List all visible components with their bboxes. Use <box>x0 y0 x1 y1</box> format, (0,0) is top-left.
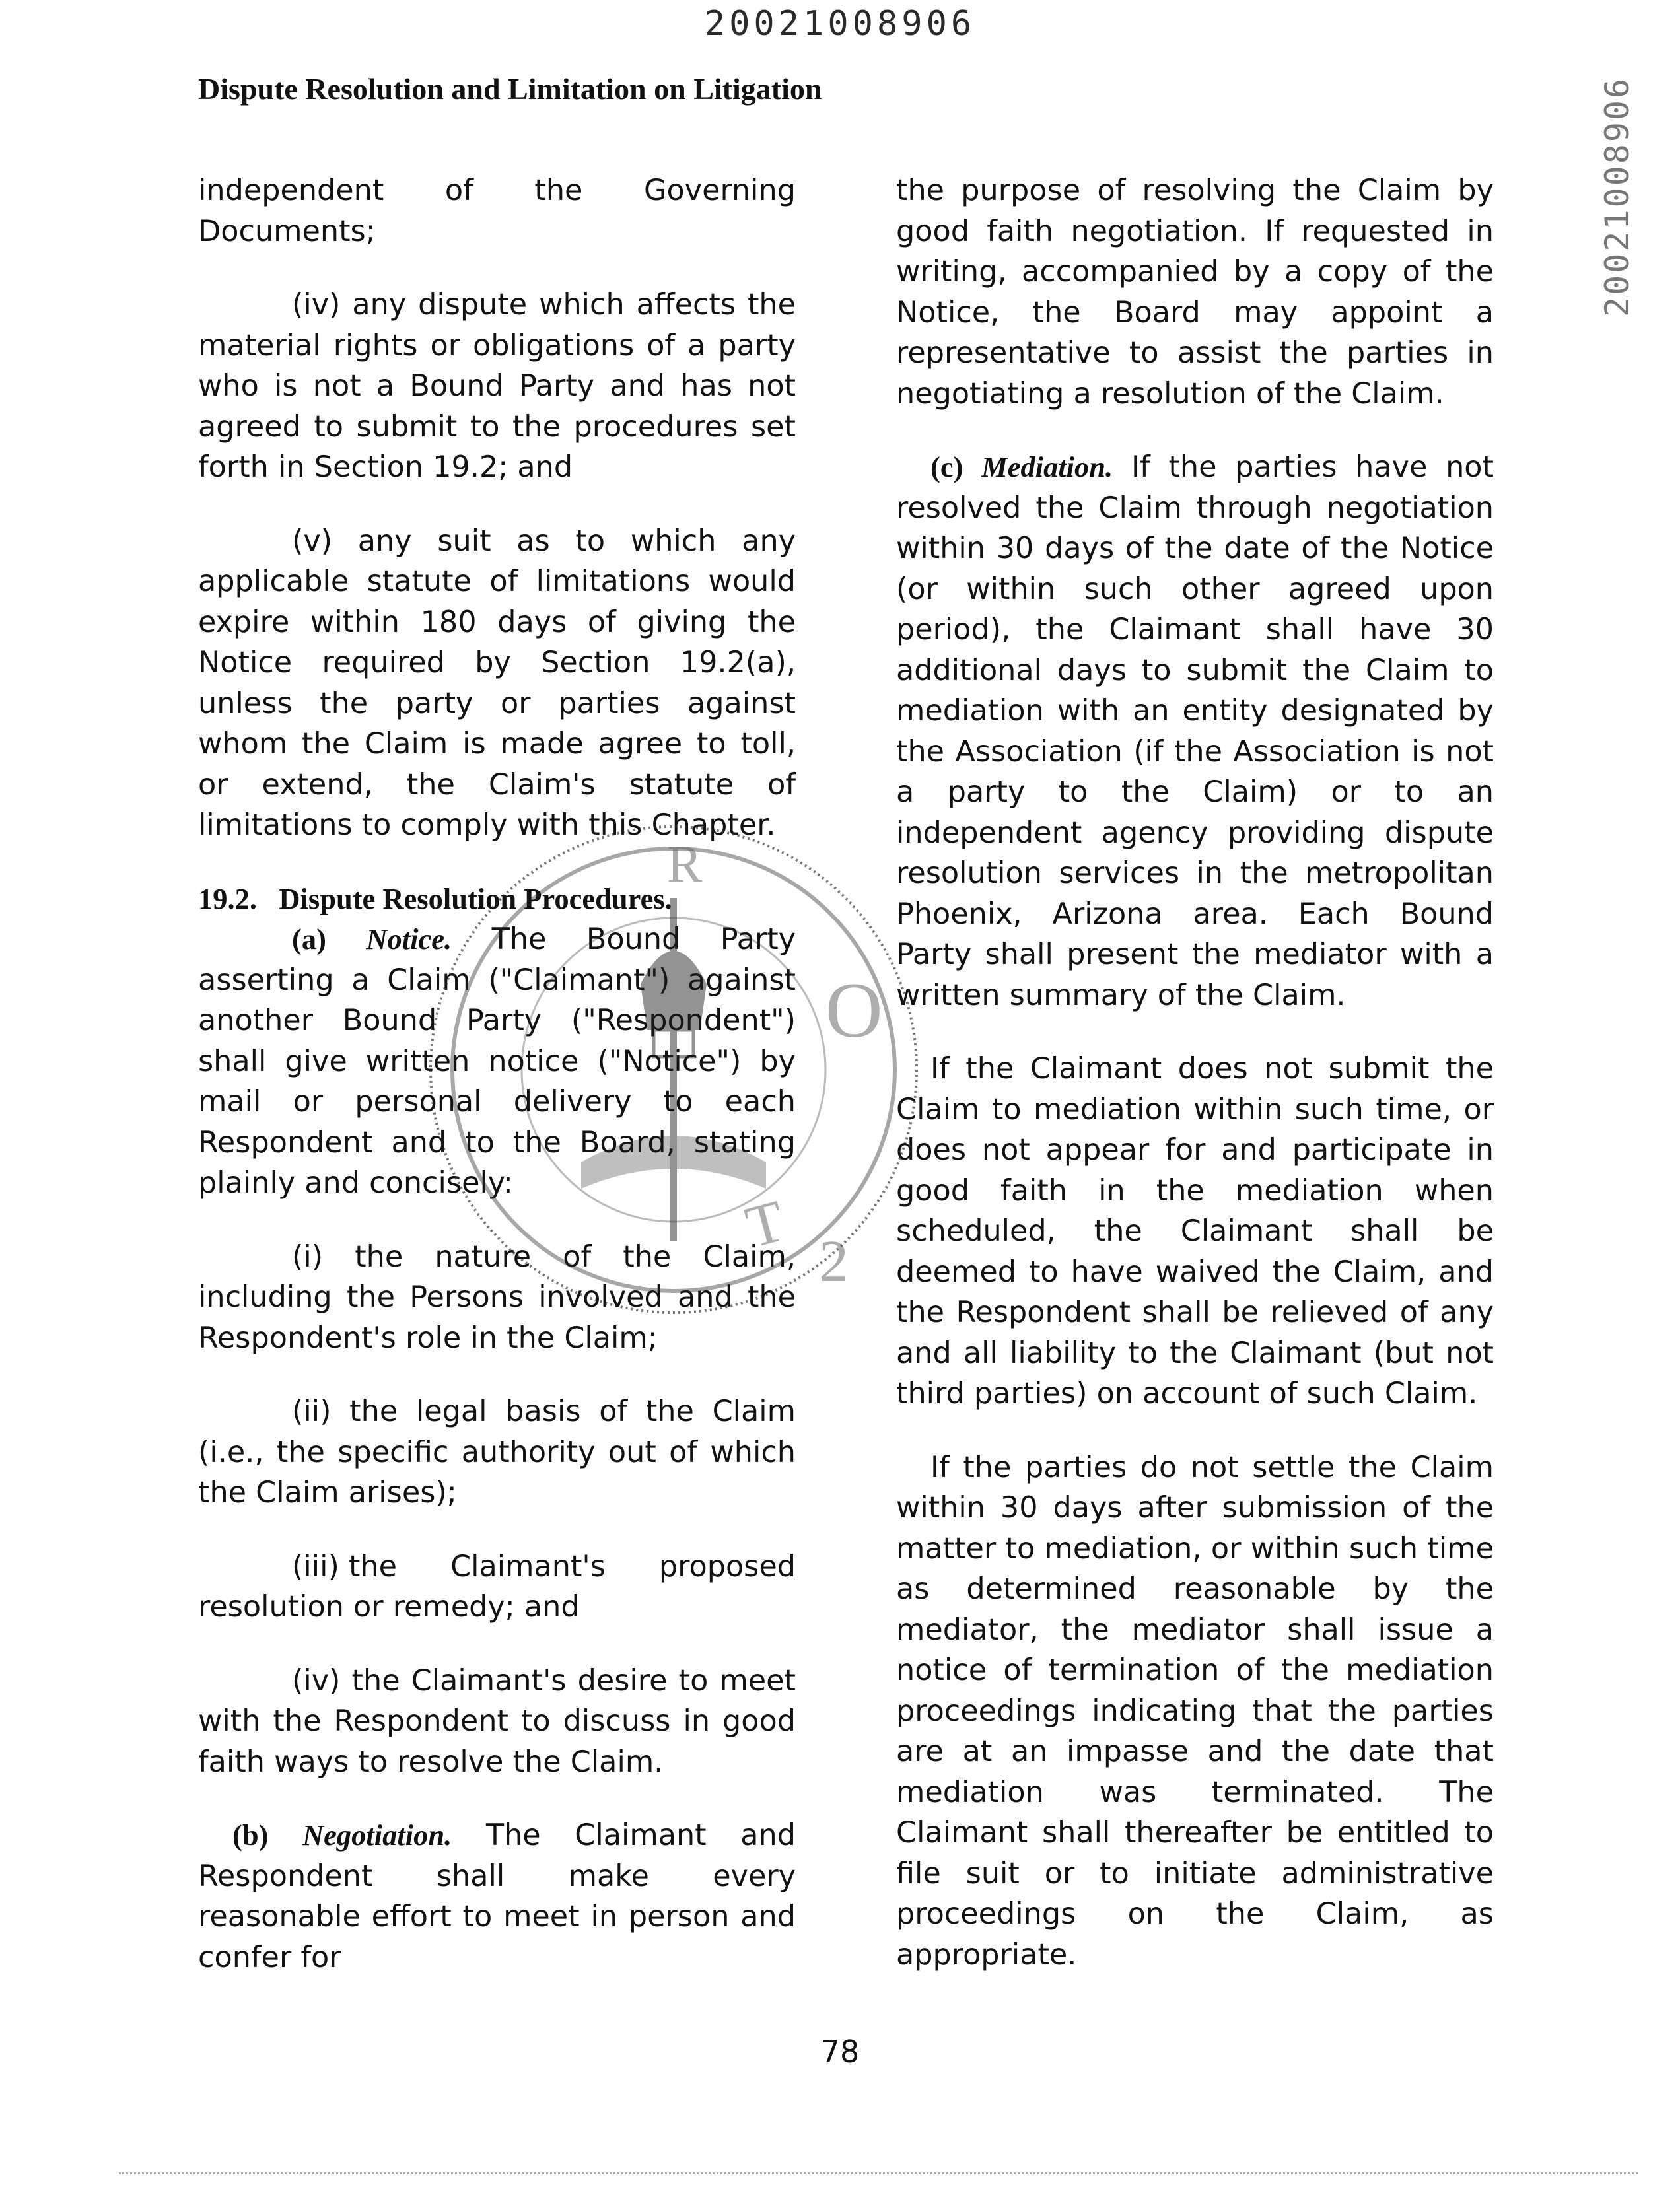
section-heading: 19.2. Dispute Resolution Procedures. <box>198 882 672 915</box>
word: independent <box>198 174 384 207</box>
left-column <box>198 170 796 1978</box>
right-paragraph-waiver: If the Claimant does not submit the Claim to mediation within such time, or does not appear for and participate in good faith in the mediation when scheduled, the Claimant shall be deemed to have waived the Claim, and the Respondent shall be relieved of any and all liability to the Claimant (but not third parties) on account of such Claim. <box>896 1052 1494 1410</box>
seal-letter: 2 <box>819 1229 849 1294</box>
word: Governing <box>644 174 796 207</box>
line-continuation: Documents; <box>198 214 376 248</box>
notice-paragraph <box>198 919 796 1204</box>
left-paragraph-item-v-suit: (v) any suit as to which any applicable statute of limitations would expire within 180 days of giving the Notice required by Section 19.2(a), unless the party or parties against whom the Claim is made agree to toll, or extend, the Claim's statute of limitations to comply with this Chapter. <box>198 524 796 842</box>
page-number: 78 <box>820 2034 860 2069</box>
mediation-label: (c) <box>930 450 963 483</box>
mediation-text: If the parties have not resolved the Claim through negotiation within 30 days of the date of the Notice (or within such other agreed upon period), the Claimant shall have 30 additional days to submit the Claim to mediation with an entity designated by the Association (if the Association is not a party to the Claim) or to an independent agency providing dispute resolution services in the metropolitan Phoenix, Arizona area. Each Bound Party shall present the mediator with a written summary of the Claim. <box>896 450 1494 1012</box>
word: (iii) the <box>292 1549 397 1583</box>
scan-edge-marks <box>119 2172 1638 2177</box>
seal-letter: O <box>825 966 883 1054</box>
word: proposed <box>658 1549 796 1583</box>
notice-item-ii: (ii) the legal basis of the Claim (i.e., the specific authority out of which the Claim arises); <box>198 1395 796 1510</box>
mediation-title: Mediation. <box>981 450 1113 483</box>
negotiation-text: The Claimant and Respondent shall make every reasonable effort to meet in person and confer for <box>198 1819 796 1974</box>
line-continuation: resolution or remedy; and <box>198 1590 580 1624</box>
notice-item-iii <box>198 1546 796 1628</box>
negotiation-title: Negotiation. <box>302 1819 452 1852</box>
left-paragraph-1 <box>198 170 796 252</box>
page-header-title: Dispute Resolution and Limitation on Litigation <box>198 72 822 106</box>
word: the <box>534 174 583 207</box>
notice-title: Notice. <box>366 922 452 955</box>
notice-text: The Bound Party asserting a Claim ("Claimant") against another Bound Party ("Respondent") shall give written notice ("Notice") by mail or personal delivery to each Respondent and to the Board, stating plainly and concisely: <box>198 922 796 1200</box>
mediation-paragraph <box>896 447 1494 1016</box>
notice-label: (a) <box>292 922 326 955</box>
right-column <box>896 170 1494 1975</box>
left-paragraph-item-iv-dispute: (iv) any dispute which affects the material rights or obligations of a party who is not a Bound Party and has not agreed to submit to the procedures set forth in Section 19.2; and <box>198 288 796 484</box>
negotiation-label: (b) <box>232 1819 269 1852</box>
notice-item-i: (i) the nature of the Claim, including the Persons involved and the Respondent's role in the Claim; <box>198 1239 796 1355</box>
word: of <box>444 174 473 207</box>
document-number: 20021008906 <box>704 4 976 44</box>
notice-item-iv: (iv) the Claimant's desire to meet with the Respondent to discuss in good faith ways to resolve the Claim. <box>198 1663 796 1779</box>
seal-letter: T <box>739 1188 792 1261</box>
right-paragraph-termination: If the parties do not settle the Claim within 30 days after submission of the matter to mediation, or within such time as determined reasonable by the mediator, the mediator shall issue a notice of termination of the mediation proceedings indicating that the parties are at an impasse and the date that mediation was terminated. The Claimant shall thereafter be entitled to file suit or to initiate administrative proceedings on the Claim, as appropriate. <box>896 1450 1494 1972</box>
right-paragraph-negotiation-cont: the purpose of resolving the Claim by good faith negotiation. If requested in writing, accompanied by a copy of the Notice, the Board may appoint a representative to assist the parties in negotiating a resolution of the Claim. <box>896 174 1494 411</box>
side-recording-stamp: 20021008906 <box>1598 76 1636 317</box>
seal-letter: R <box>667 835 703 893</box>
word: Claimant's <box>450 1549 606 1583</box>
negotiation-paragraph <box>198 1815 796 1978</box>
